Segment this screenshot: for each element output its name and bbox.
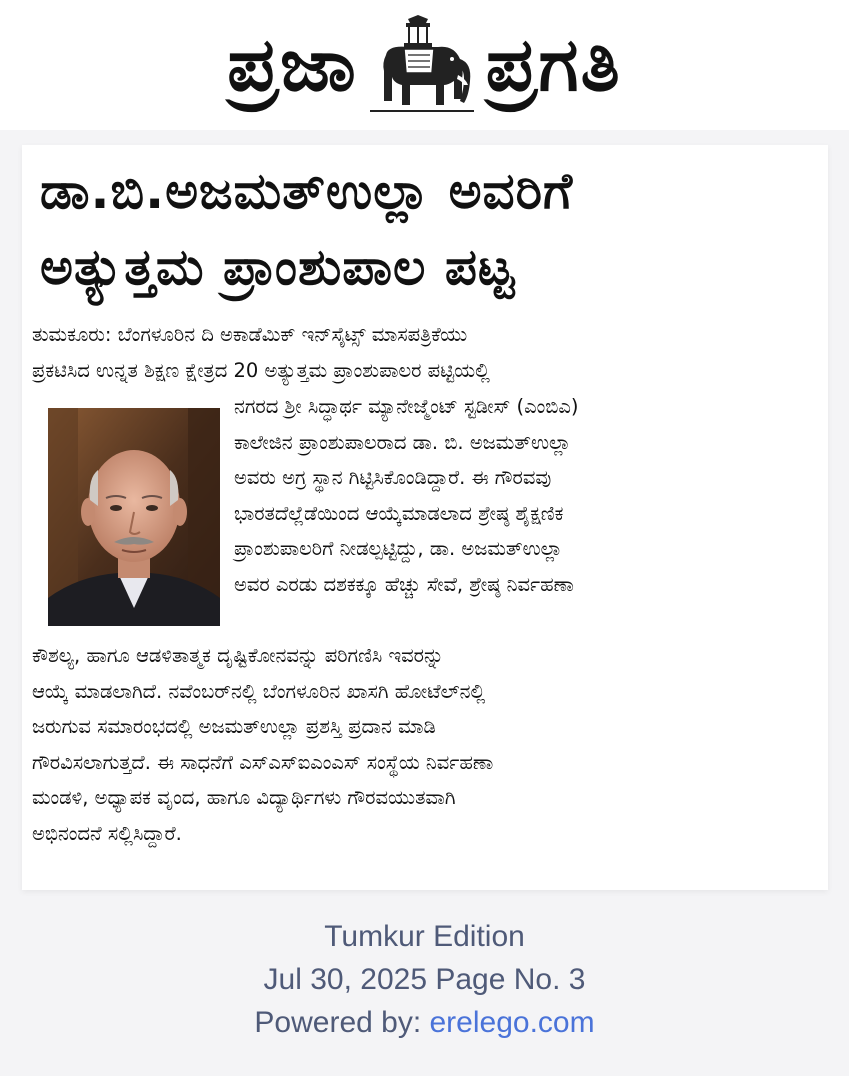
edition-footer bbox=[0, 915, 849, 1044]
erelego-link[interactable]: erelego.com bbox=[429, 1006, 595, 1039]
body-line: ತುಮಕೂರು: ಬೆಂಗಳೂರಿನ ದಿ ಅಕಾಡೆಮಿಕ್ ಇನ್‌ಸೈಟ್ಸ್ ಮಾಸಪತ್ರಿಕೆಯು bbox=[32, 323, 468, 346]
headline-line-1: ಡಾ.ಬಿ.ಅಜಮತ್‌ಉಲ್ಲಾ ಅವರಿಗೆ bbox=[40, 162, 574, 220]
headline-line-2: ಅತ್ಯುತ್ತಮ ಪ್ರಾಂಶುಪಾಲ ಪಟ್ಟ bbox=[40, 238, 516, 296]
body-line: ಕಾಲೇಜಿನ ಪ್ರಾಂಶುಪಾಲರಾದ ಡಾ. ಬಿ. ಅಜಮತ್‌ಉಲ್ಲಾ bbox=[234, 430, 571, 454]
newspaper-masthead bbox=[0, 0, 849, 130]
body-line: ಪ್ರಕಟಿಸಿದ ಉನ್ನತ ಶಿಕ್ಷಣ ಕ್ಷೇತ್ರದ 20 ಅತ್ಯುತ್ತಮ ಪ್ರಾಂಶುಪಾಲರ ಪಟ್ಟಿಯಲ್ಲಿ bbox=[32, 358, 490, 382]
portrait-photo bbox=[48, 408, 220, 626]
article-headline bbox=[40, 153, 820, 305]
masthead-title-right: ಪ್ರಗತಿ bbox=[485, 22, 622, 108]
date-page-label: Jul 30, 2025 Page No. 3 bbox=[263, 963, 586, 996]
body-line: ಆಯ್ಕೆ ಮಾಡಲಾಗಿದೆ. ನವೆಂಬರ್‌ನಲ್ಲಿ ಬೆಂಗಳೂರಿನ ಖಾಸಗಿ ಹೋಟೆಲ್‌ನಲ್ಲಿ bbox=[32, 679, 486, 703]
body-line: ನಗರದ ಶ್ರೀ ಸಿದ್ಧಾರ್ಥ ಮ್ಯಾನೇಜ್ಮೆಂಟ್ ಸ್ಟಡೀಸ್ (ಎಂಬಿಎ) bbox=[234, 395, 579, 418]
elephant-howdah-icon bbox=[368, 15, 476, 115]
body-line: ಕೌಶಲ್ಯ, ಹಾಗೂ ಆಡಳಿತಾತ್ಮಕ ದೃಷ್ಟಿಕೋನವನ್ನು ಪರಿಗಣಿಸಿ ಇವರನ್ನು bbox=[32, 644, 444, 667]
body-line: ಭಾರತದೆಲ್ಲೆಡೆಯಿಂದ ಆಯ್ಕೆಮಾಡಲಾದ ಶ್ರೇಷ್ಠ ಶೈಕ್ಷಣಿಕ bbox=[234, 501, 564, 525]
edition-label: Tumkur Edition bbox=[324, 920, 525, 953]
body-line: ಅವರ ಎರಡು ದಶಕಕ್ಕೂ ಹೆಚ್ಚು ಸೇವೆ, ಶ್ರೇಷ್ಠ ನಿರ್ವಹಣಾ bbox=[234, 572, 574, 596]
article-body bbox=[32, 638, 822, 852]
body-line: ಜರುಗುವ ಸಮಾರಂಭದಲ್ಲಿ ಅಜಮತ್‌ಉಲ್ಲಾ ಪ್ರಶಸ್ತಿ ಪ್ರದಾನ ಮಾಡಿ bbox=[32, 715, 436, 739]
body-line: ಮಂಡಳಿ, ಅಧ್ಯಾಪಕ ವೃಂದ, ಹಾಗೂ ವಿದ್ಯಾರ್ಥಿಗಳು ಗೌರವಯುತವಾಗಿ bbox=[32, 786, 456, 810]
body-line: ಗೌರವಿಸಲಾಗುತ್ತದೆ. ಈ ಸಾಧನೆಗೆ ಎಸ್‌ಎಸ್‌ಐಎಂಎಸ್ ಸಂಸ್ಥೆಯ ನಿರ್ವಹಣಾ bbox=[32, 750, 494, 774]
body-line: ಪ್ರಾಂಶುಪಾಲರಿಗೆ ನೀಡಲ್ಪಟ್ಟಿದ್ದು, ಡಾ. ಅಜಮತ್‌ಉಲ್ಲಾ bbox=[234, 537, 563, 561]
article-side-column bbox=[234, 389, 819, 603]
article-intro bbox=[32, 317, 812, 388]
powered-by-prefix: Powered by: bbox=[254, 1006, 430, 1039]
body-line: ಅವರು ಅಗ್ರ ಸ್ಥಾನ ಗಿಟ್ಟಿಸಿಕೊಂಡಿದ್ದಾರೆ. ಈ ಗೌರವವು bbox=[234, 466, 552, 490]
powered-by-line bbox=[0, 1001, 849, 1044]
masthead-title-left: ಪ್ರಜಾ bbox=[227, 22, 358, 108]
news-clipping bbox=[22, 145, 828, 890]
body-line: ಅಭಿನಂದನೆ ಸಲ್ಲಿಸಿದ್ದಾರೆ. bbox=[32, 821, 182, 845]
